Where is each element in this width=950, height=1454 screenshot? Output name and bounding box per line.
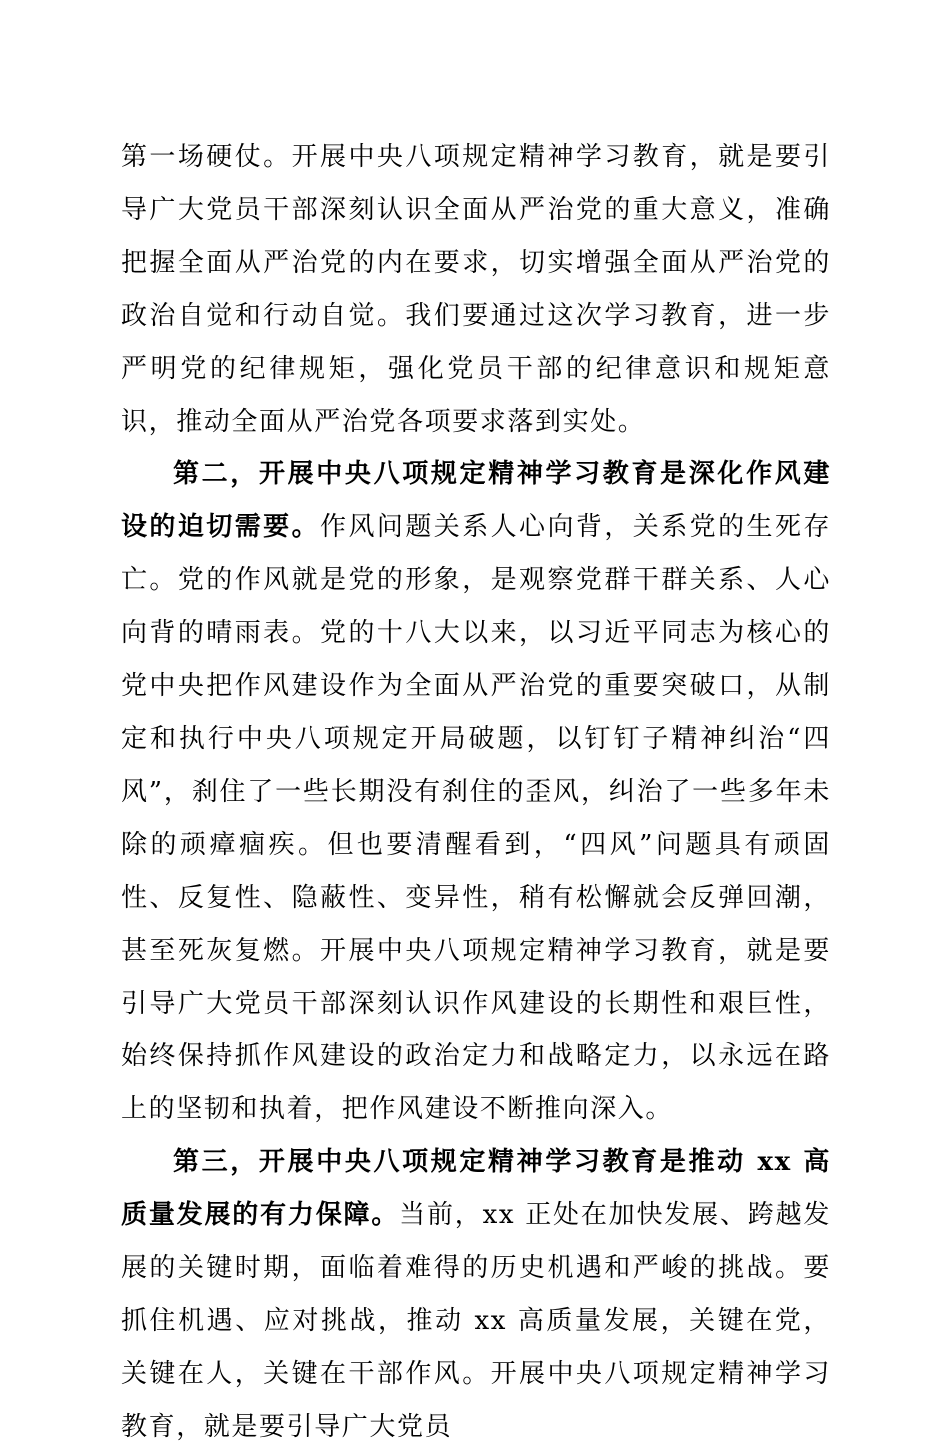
paragraph-body: 作风问题关系人心向背，关系党的生死存亡。党的作风就是党的形象，是观察党群干群关系、人心向背的晴雨表。党的十八大以来，以习近平同志为核心的党中央把作风建设作为全面从严治党的重要突破口，从制定和执行中央八项规定开局破题，以钉钉子精神纠治“四风”，刹住了一些长期没有刹住的歪风，纠治了一些多年未除的顽瘴痼疾。但也要清醒看到，“四风”问题具有顽固性、反复性、隐蔽性、变异性，稍有松懈就会反弹回潮，甚至死灰复燃。开展中央八项规定精神学习教育，就是要引导广大党员干部深刻认识作风建设的长期性和艰巨性，始终保持抓作风建设的政治定力和战略定力，以永远在路上的坚韧和执着，把作风建设不断推向深入。 [121, 512, 831, 1125]
paragraph-third [121, 1136, 831, 1453]
paragraph-continuation [121, 131, 831, 448]
paragraph-lead: 第三，开展中央八项规定精神学习教育是推动 xx 高质量发展的有力保障。 [121, 1147, 831, 1231]
paragraph-second [121, 448, 831, 1136]
paragraph-body: 第一场硬仗。开展中央八项规定精神学习教育，就是要引导广大党员干部深刻认识全面从严治党的重大意义，准确把握全面从严治党的内在要求，切实增强全面从严治党的政治自觉和行动自觉。我们要通过这次学习教育，进一步严明党的纪律规矩，强化党员干部的纪律意识和规矩意识，推动全面从严治党各项要求落到实处。 [121, 142, 831, 437]
document-body [121, 131, 831, 1454]
paragraph-body: 当前，xx 正处在加快发展、跨越发展的关键时期，面临着难得的历史机遇和严峻的挑战。要抓住机遇、应对挑战，推动 xx 高质量发展，关键在党，关键在人，关键在干部作风。开展中央八项规定精神学习教育，就是要引导广大党员 [121, 1200, 831, 1442]
paragraph-lead: 第二，开展中央八项规定精神学习教育是深化作风建设的迫切需要。 [121, 459, 831, 543]
